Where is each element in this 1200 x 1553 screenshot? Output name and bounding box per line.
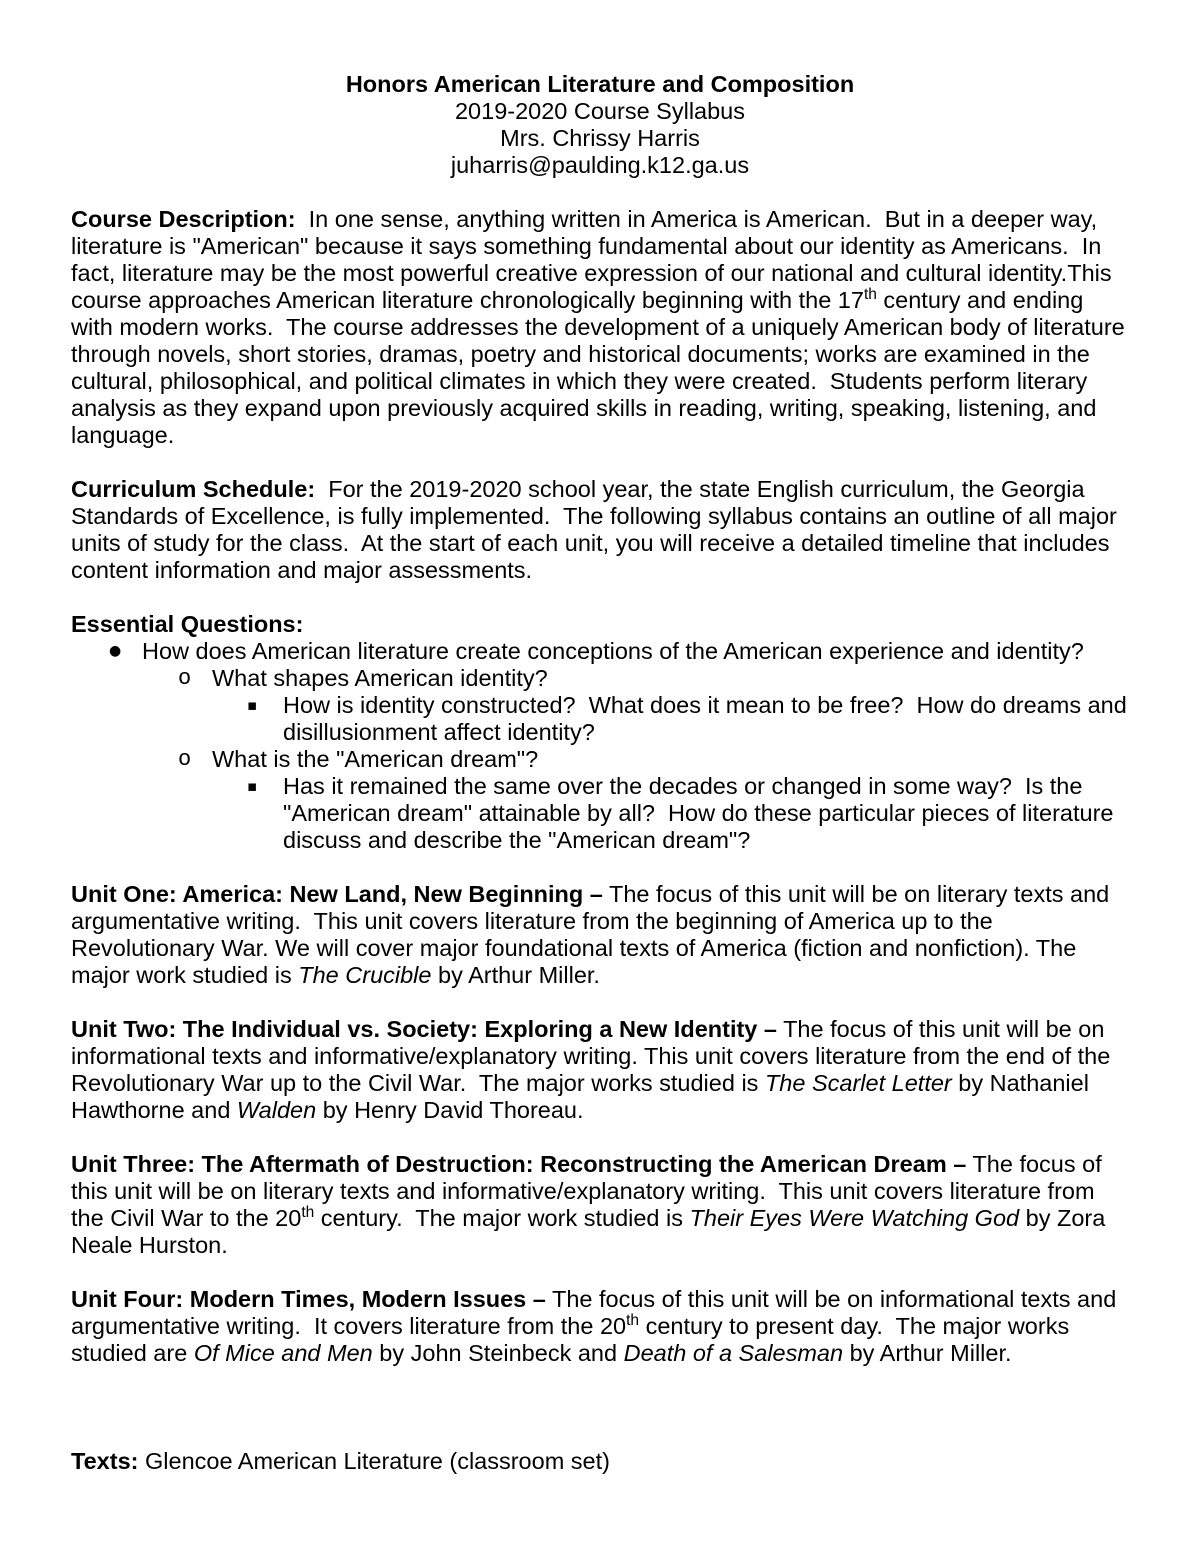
curriculum-schedule-label: Curriculum Schedule: — [71, 476, 316, 502]
question-detail-text: Has it remained the same over the decades or changed in some way? Is the "American dream" attainable by all? How do these particular pieces of literature discuss and describe the "American dream"? — [283, 773, 1120, 853]
question-item — [71, 638, 1129, 665]
major-work-title: The Scarlet Letter — [764, 1070, 952, 1096]
teacher-name: Mrs. Chrissy Harris — [500, 125, 700, 151]
unit-two-text: The focus of this unit will be on informational texts and informative/explanatory writing. This unit covers literature from the end of the Revolutionary War up to the Civil War. The major works studied is — [71, 1016, 1117, 1096]
unit-four-heading: Unit Four: Modern Times, Modern Issues – — [71, 1286, 546, 1312]
major-work-title: Walden — [236, 1097, 317, 1123]
curriculum-schedule-text: For the 2019-2020 school year, the state English curriculum, the Georgia Standards of Excellence, is fully implemented. The following syllabus contains an outline of all major units of study for the class. At the start of each unit, you will receive a detailed timeline that includes content information and major assessments. — [71, 476, 1124, 583]
unit-four-text-end: by Arthur Miller. — [843, 1340, 1012, 1366]
unit-three — [71, 1151, 1129, 1259]
square-bullet-marker: ▪ — [247, 777, 258, 795]
question-subitem-text: What shapes American identity? — [212, 665, 548, 691]
superscript-ordinal: th — [301, 1204, 315, 1221]
course-title: Honors American Literature and Composition — [345, 71, 855, 97]
curriculum-schedule — [71, 476, 1129, 584]
question-subitem — [71, 746, 1129, 773]
unit-four-text-middle-2: by John Steinbeck and — [372, 1340, 624, 1366]
superscript-ordinal: th — [863, 286, 877, 303]
superscript-ordinal: th — [626, 1312, 640, 1329]
course-description-label: Course Description: — [71, 206, 296, 232]
square-bullet-marker: ▪ — [247, 696, 258, 714]
unit-two-text-middle: by Nathaniel Hawthorne and — [71, 1070, 1096, 1123]
teacher-email: juharris@paulding.k12.ga.us — [450, 152, 750, 178]
unit-three-text: The focus of this unit will be on literary texts and informative/explanatory writing. This unit covers literature from the Civil War to the 20 — [71, 1151, 1109, 1231]
unit-four — [71, 1286, 1129, 1367]
syllabus-header — [71, 71, 1129, 179]
unit-four-text-middle: century to present day. The major works studied are — [71, 1313, 1076, 1366]
unit-three-heading: Unit Three: The Aftermath of Destruction: Reconstructing the American Dream – — [71, 1151, 967, 1177]
texts-value: Glencoe American Literature (classroom set) — [138, 1448, 610, 1474]
unit-one-text: The focus of this unit will be on literary texts and argumentative writing. This unit covers literature from the beginning of America up to the Revolutionary War. We will cover major foundational texts of America (fiction and nonfiction). The major work studied is — [71, 881, 1116, 988]
unit-three-text-end: by Zora Neale Hurston. — [71, 1205, 1112, 1258]
question-detail — [71, 692, 1134, 746]
unit-three-text-middle: century. The major work studied is — [314, 1205, 690, 1231]
essential-questions — [71, 611, 1134, 854]
unit-two-text-end: by Henry David Thoreau. — [316, 1097, 584, 1123]
unit-two — [71, 1016, 1129, 1124]
unit-four-text: The focus of this unit will be on informational texts and argumentative writing. It covers literature from the 20 — [71, 1286, 1123, 1339]
question-detail — [71, 773, 1129, 854]
unit-one-text-end: by Arthur Miller. — [431, 962, 600, 988]
sub-bullet-marker: o — [178, 747, 192, 772]
unit-one-heading: Unit One: America: New Land, New Beginning – — [71, 881, 603, 907]
course-description-text: In one sense, anything written in America is American. But in a deeper way, literature is "American" because it says something fundamental about our identity as Americans. In fact, literature may be the most powerful creative expression of our national and cultural identity.This course approaches American literature chronologically beginning with the 17 — [71, 206, 1119, 313]
texts-label: Texts: — [71, 1448, 139, 1474]
course-description-text-continued: century and ending with modern works. The course addresses the development of a uniquely American body of literature through novels, short stories, dramas, poetry and historical documents; works are examined in the cultural, philosophical, and political climates in which they were created. Students perform literary analysis as they expand upon previously acquired skills in reading, writing, speaking, listening, and language. — [71, 287, 1132, 448]
major-work-title: Their Eyes Were Watching God — [689, 1205, 1020, 1231]
course-description — [71, 206, 1132, 449]
texts-section — [71, 1448, 1129, 1475]
major-work-title: Of Mice and Men — [193, 1340, 373, 1366]
question-subitem — [71, 665, 1129, 692]
sub-bullet-marker: o — [178, 666, 192, 691]
question-text: How does American literature create conceptions of the American experience and identity? — [142, 638, 1084, 664]
unit-two-heading: Unit Two: The Individual vs. Society: Exploring a New Identity – — [71, 1016, 777, 1042]
bullet-marker: ● — [109, 643, 122, 659]
major-work-title: The Crucible — [298, 962, 432, 988]
syllabus-year: 2019-2020 Course Syllabus — [454, 98, 746, 124]
unit-one — [71, 881, 1129, 989]
question-subitem-text: What is the "American dream"? — [212, 746, 539, 772]
question-detail-text: How is identity constructed? What does it mean to be free? How do dreams and disillusionment affect identity? — [283, 692, 1134, 745]
essential-questions-label: Essential Questions: — [71, 611, 304, 637]
major-work-title: Death of a Salesman — [623, 1340, 844, 1366]
